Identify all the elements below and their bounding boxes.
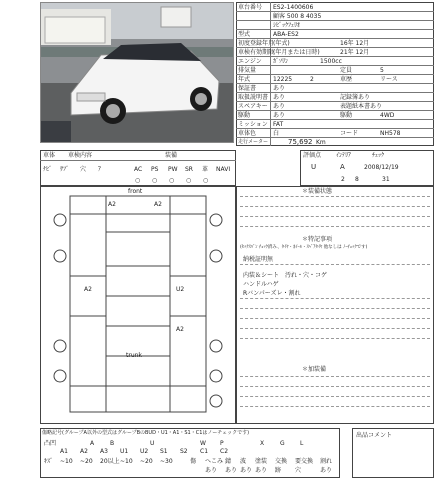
info-row-engine-value2: 1500cc: [320, 58, 342, 65]
legend-header-5: P: [220, 440, 224, 447]
legend-word-6: 要交換: [295, 458, 314, 465]
legend-title: 傷略記号(グループA以外の型式はグループBのBUD・U1・A1・S1・C1はノーチェックです): [42, 430, 250, 436]
info-row-reg-value: (年式): [273, 40, 290, 47]
diagram-mark-1: A2: [154, 201, 162, 208]
comment-box-title: 出品コメント: [356, 432, 393, 439]
grade-row2-1: 8: [355, 176, 359, 183]
info-row-spare-label: スペアキー: [238, 103, 268, 110]
legend-header-6: X: [260, 440, 265, 447]
notes-sec2-note: (ｾｯｸｽﾊﾟﾝ ﾁｪｯｸ済み、ﾀｲﾔ・ﾎｲｰﾙ・ｽﾍﾟｱﾀｲﾔ 他なしは ﾉｰﾁｪｯｸです): [240, 245, 368, 250]
legend-desc-0: ｷｽﾞ: [44, 458, 54, 465]
equip-left-1: ｻﾌﾞ: [60, 166, 70, 173]
equip-right-5: NAVI: [216, 166, 231, 173]
legend-word-7: 割れ: [320, 458, 333, 465]
legend-row3-4: 跡: [275, 467, 282, 474]
equip-mark-1: ○: [152, 177, 158, 184]
info-row-year-value: 12225: [273, 76, 293, 83]
grade-value-1: A: [340, 163, 345, 171]
equipment-title-left: 車体: [43, 152, 56, 159]
grade-value-0: U: [311, 163, 317, 171]
legend-row3-2: あり: [240, 467, 253, 474]
info-row-disp-value2: 定員: [340, 67, 353, 74]
legend-header-2: B: [110, 440, 115, 447]
legend-sub-1: A2: [80, 448, 88, 455]
legend-desc-6: ~30: [160, 458, 173, 465]
info-row-meter-label: 走行メーター: [238, 139, 269, 145]
legend-desc-5: ~20: [140, 458, 153, 465]
diagram-mark-0: A2: [108, 201, 116, 208]
info-model-name: ｼﾋﾞｯｸﾌｪﾘｵ: [273, 22, 301, 29]
info-row-year-value4: リース: [380, 76, 398, 83]
info-row-year-value2: 2: [310, 76, 314, 83]
info-row-inspect-value: (年月または日時): [273, 49, 320, 56]
notes-line4: Rバンパーズレ・割れ: [243, 290, 301, 297]
legend-sub-3: U1: [120, 448, 129, 455]
grade-header-0: 評価点: [303, 152, 322, 159]
info-row-type-label: 型式: [238, 31, 251, 38]
notes-sec3: ＊加装備: [302, 366, 327, 373]
equip-left-3: ｱ: [98, 166, 102, 173]
info-row-color-value2: コード: [340, 130, 359, 137]
grade-value-2: 2008/12/19: [364, 164, 399, 171]
notes-sec2: ＊特記事項: [302, 236, 333, 243]
notes-line3: ハンドルハゲ: [243, 281, 279, 288]
info-row-meter-unit: Km: [316, 139, 326, 146]
info-row-reg-value2: 16年 12月: [340, 40, 370, 47]
equip-right-1: PS: [151, 166, 159, 173]
legend-word-0: 傷: [190, 458, 197, 465]
info-row-drive-value2: 駆動: [340, 112, 353, 119]
info-row-engine-label: エンジン: [238, 58, 262, 65]
equip-mark-2: ○: [169, 177, 175, 184]
legend-word-1: へこみ: [205, 458, 224, 465]
equipment-title-mid: 車検内容: [68, 152, 93, 159]
car-outline: [40, 186, 236, 424]
legend-header-7: G: [280, 440, 285, 447]
info-row-manual-value2: 記録簿あり: [340, 94, 371, 101]
diagram-mark-3: U2: [176, 286, 185, 293]
legend-sub-2: A3: [100, 448, 108, 455]
equip-left-0: ﾅﾋﾞ: [43, 166, 53, 173]
equip-mark-0: ○: [135, 177, 141, 184]
notes-sec1: ＊装備状態: [302, 188, 333, 195]
diagram-mark-2: A2: [84, 286, 92, 293]
legend-header-3: U: [150, 440, 155, 447]
legend-sub-5: S1: [160, 448, 168, 455]
equipment-title-right: 装備: [165, 152, 178, 159]
info-row-inspect-value2: 21年 12月: [340, 49, 370, 56]
info-row-reg-label: 初度登録年月: [238, 40, 275, 47]
equip-left-2: 穴: [80, 166, 87, 173]
notes-section: [236, 186, 434, 424]
info-row-warranty-label: 保証書: [238, 85, 257, 92]
grade-row2-2: 31: [382, 176, 390, 183]
legend-desc-3: 20以上: [100, 458, 120, 465]
info-row-color-value: 白: [273, 130, 280, 137]
info-row-manual-label: 取扱説明書: [238, 94, 269, 101]
legend-header-0: 凸凹: [44, 440, 57, 447]
info-row-color-value3: NH578: [380, 130, 401, 137]
legend-header-8: L: [300, 440, 304, 447]
diagram-mark-4: A2: [176, 326, 184, 333]
legend-row3-0: あり: [205, 467, 218, 474]
diagram-front-label: front: [128, 188, 143, 195]
legend-desc-1: ~10: [60, 458, 73, 465]
notes-line1: 納税証明無: [243, 256, 274, 263]
equip-mark-4: ○: [203, 177, 209, 184]
legend-desc-4: ~10: [120, 458, 133, 465]
legend-sub-0: A1: [60, 448, 68, 455]
legend-header-1: A: [90, 440, 95, 447]
info-row-chassis-label: 車台番号: [238, 4, 263, 11]
info-row-chassis-value: ES2-1400606: [273, 4, 314, 11]
grade-header-1: ｲﾝﾃﾘｱ: [336, 152, 352, 159]
legend-row3-6: あり: [320, 467, 333, 474]
legend-word-2: 錆: [225, 458, 232, 465]
info-row-engine-value: ｶﾞｿﾘﾝ: [273, 58, 289, 65]
info-row-manual-value: あり: [273, 94, 286, 101]
equip-mark-3: ○: [186, 177, 192, 184]
info-row-year-label: 年式: [238, 76, 251, 83]
car-photo: [40, 2, 234, 143]
info-row-warranty-value: あり: [273, 85, 286, 92]
legend-desc-2: ~20: [80, 458, 93, 465]
legend-sub-6: S2: [180, 448, 188, 455]
equip-right-3: SR: [185, 166, 193, 173]
info-row-drive-value: あり: [273, 112, 286, 119]
legend-sub-7: C1: [200, 448, 209, 455]
info-row-mission-value: FAT: [273, 121, 284, 128]
info-row-color-label: 車体色: [238, 130, 257, 137]
equip-right-2: PW: [168, 166, 178, 173]
info-row-type-value: ABA-ES2: [273, 31, 299, 38]
equip-right-4: 革: [202, 166, 209, 173]
info-row-spare-value: あり: [273, 103, 286, 110]
legend-sub-8: C2: [220, 448, 229, 455]
legend-word-4: 塗装: [255, 458, 268, 465]
legend-header-4: W: [200, 440, 206, 447]
legend-row3-5: 穴: [295, 467, 302, 474]
info-row-mission-label: ミッション: [238, 121, 268, 128]
legend-row3-3: あり: [255, 467, 268, 474]
notes-line2: 内装＆シート 汚れ・穴・コゲ: [243, 272, 328, 279]
legend-word-3: 波: [240, 458, 247, 465]
legend-word-5: 交換: [275, 458, 288, 465]
grade-row2-0: 2: [341, 176, 345, 183]
legend-row3-1: あり: [225, 467, 238, 474]
info-row-inspect-label: 車検有効期限: [238, 49, 275, 56]
info-row-drive-label: 駆動: [238, 112, 251, 119]
grade-header-2: ﾁｪｯｸ: [372, 152, 385, 159]
diagram-trunk-label: trunk: [126, 352, 142, 359]
info-row-disp-value3: 5: [380, 67, 384, 74]
info-model-line: 顧客 500 8 4035: [273, 13, 322, 20]
info-row-spare-value2: 表題紙本書あり: [340, 103, 383, 110]
equip-right-0: AC: [134, 166, 143, 173]
info-row-disp-label: 排気量: [238, 67, 257, 74]
info-row-year-value3: 車歴: [340, 76, 353, 83]
info-row-meter-value: 75,692: [288, 138, 313, 146]
info-row-drive-value3: 4WD: [380, 112, 395, 119]
legend-sub-4: U2: [140, 448, 149, 455]
